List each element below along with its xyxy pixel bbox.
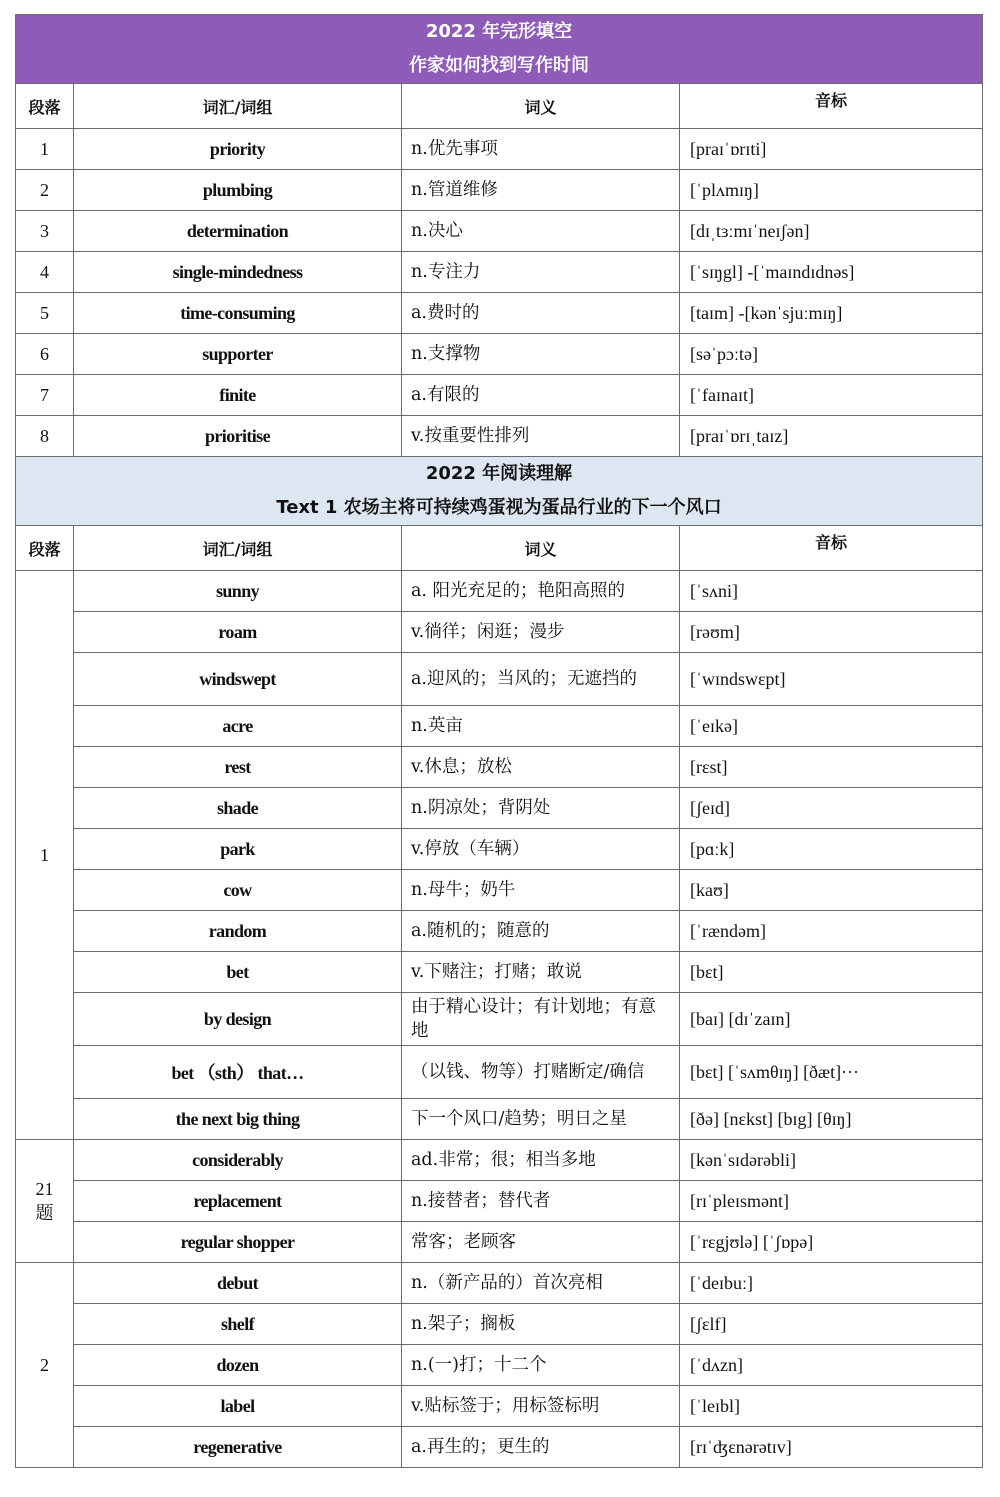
vocab-word: considerably xyxy=(74,1140,402,1181)
vocab-meaning: n.英亩 xyxy=(402,706,680,747)
table-row xyxy=(16,211,983,252)
paragraph-number: 8 xyxy=(16,416,74,457)
vocab-phonetic: [taɪm] -[kənˈsjuːmɪŋ] xyxy=(680,293,983,334)
paragraph-number: 2 xyxy=(16,1263,74,1468)
table-row xyxy=(16,375,983,416)
vocab-meaning: a.随机的；随意的 xyxy=(402,911,680,952)
vocab-phonetic: [rɛst] xyxy=(680,747,983,788)
vocab-meaning: n.接替者；替代者 xyxy=(402,1181,680,1222)
table-row xyxy=(16,334,983,375)
section1-banner xyxy=(16,15,983,84)
vocab-phonetic: [rɪˈʤɛnərətɪv] xyxy=(680,1427,983,1468)
table-row xyxy=(16,1046,983,1099)
vocab-word: debut xyxy=(74,1263,402,1304)
vocab-phonetic: [kənˈsɪdərəbli] xyxy=(680,1140,983,1181)
table-row xyxy=(16,788,983,829)
section2-banner-cell xyxy=(16,457,983,526)
vocab-meaning: （以钱、物等）打赌断定/确信 xyxy=(402,1046,680,1099)
table-row xyxy=(16,1181,983,1222)
table-row xyxy=(16,252,983,293)
vocab-word: cow xyxy=(74,870,402,911)
vocab-meaning: n.专注力 xyxy=(402,252,680,293)
vocab-word: by design xyxy=(74,993,402,1046)
vocab-meaning: v.贴标签于；用标签标明 xyxy=(402,1386,680,1427)
vocab-meaning: n.(一)打；十二个 xyxy=(402,1345,680,1386)
vocabulary-document xyxy=(15,14,982,1468)
vocab-phonetic: [ˈplʌmɪŋ] xyxy=(680,170,983,211)
vocab-meaning: n.支撑物 xyxy=(402,334,680,375)
vocab-word: shade xyxy=(74,788,402,829)
vocab-meaning: n.优先事项 xyxy=(402,129,680,170)
vocab-phonetic: [praɪˈɒrɪˌtaɪz] xyxy=(680,416,983,457)
table-row xyxy=(16,571,983,612)
vocab-phonetic: [ˈfaɪnaɪt] xyxy=(680,375,983,416)
vocab-meaning: a.费时的 xyxy=(402,293,680,334)
section1-title: 2022 年完形填空 xyxy=(425,21,573,42)
table-row xyxy=(16,747,983,788)
vocab-meaning: n.母牛；奶牛 xyxy=(402,870,680,911)
vocab-word: determination xyxy=(74,211,402,252)
vocab-meaning: n.阴凉处；背阴处 xyxy=(402,788,680,829)
section2-subtitle: Text 1 农场主将可持续鸡蛋视为蛋品行业的下一个风口 xyxy=(276,497,722,518)
vocab-meaning: 由于精心设计；有计划地；有意地 xyxy=(402,993,680,1046)
vocab-phonetic: [ˈwɪndswɛpt] xyxy=(680,653,983,706)
paragraph-number: 1 xyxy=(16,571,74,1140)
paragraph-number: 4 xyxy=(16,252,74,293)
vocab-meaning: n.（新产品的）首次亮相 xyxy=(402,1263,680,1304)
vocab-word: plumbing xyxy=(74,170,402,211)
vocab-word: shelf xyxy=(74,1304,402,1345)
vocab-word: bet （sth） that… xyxy=(74,1046,402,1099)
vocab-word: roam xyxy=(74,612,402,653)
vocab-meaning: a.再生的；更生的 xyxy=(402,1427,680,1468)
table-row xyxy=(16,170,983,211)
vocab-phonetic: [ðə] [nɛkst] [bɪg] [θɪŋ] xyxy=(680,1099,983,1140)
table-row xyxy=(16,653,983,706)
table-row xyxy=(16,993,983,1046)
paragraph-number: 21 题 xyxy=(16,1140,74,1263)
vocab-phonetic: [pɑːk] xyxy=(680,829,983,870)
vocab-phonetic: [ˈsɪŋgl] -[ˈmaɪndɪdnəs] xyxy=(680,252,983,293)
paragraph-number: 3 xyxy=(16,211,74,252)
section2-title: 2022 年阅读理解 xyxy=(425,463,573,484)
vocab-word: the next big thing xyxy=(74,1099,402,1140)
header-meaning: 词义 xyxy=(402,526,680,571)
section2-header-row xyxy=(16,526,983,571)
vocab-meaning: a.迎风的；当风的；无遮挡的 xyxy=(402,653,680,706)
vocab-word: finite xyxy=(74,375,402,416)
vocabulary-table-body xyxy=(16,15,983,1468)
vocab-phonetic: [bɛt] [ˈsʌmθɪŋ] [ðæt]··· xyxy=(680,1046,983,1099)
header-word: 词汇/词组 xyxy=(74,526,402,571)
paragraph-number: 5 xyxy=(16,293,74,334)
paragraph-number: 2 xyxy=(16,170,74,211)
vocab-phonetic: [dɪˌtɜːmɪˈneɪʃən] xyxy=(680,211,983,252)
vocab-meaning: v.休息；放松 xyxy=(402,747,680,788)
vocab-meaning: v.下赌注；打赌；敢说 xyxy=(402,952,680,993)
table-row xyxy=(16,293,983,334)
section1-banner-cell xyxy=(16,15,983,84)
vocab-word: time-consuming xyxy=(74,293,402,334)
vocab-meaning: 下一个风口/趋势；明日之星 xyxy=(402,1099,680,1140)
vocab-word: windswept xyxy=(74,653,402,706)
header-paragraph: 段落 xyxy=(16,84,74,129)
table-row xyxy=(16,829,983,870)
header-meaning: 词义 xyxy=(402,84,680,129)
section1-subtitle: 作家如何找到写作时间 xyxy=(409,55,589,76)
vocab-phonetic: [baɪ] [dɪˈzaɪn] xyxy=(680,993,983,1046)
table-row xyxy=(16,1099,983,1140)
table-row xyxy=(16,1427,983,1468)
vocab-word: regenerative xyxy=(74,1427,402,1468)
header-paragraph: 段落 xyxy=(16,526,74,571)
vocab-phonetic: [ˈdʌzn] xyxy=(680,1345,983,1386)
header-phonetic: 音标 xyxy=(680,526,983,571)
table-row xyxy=(16,1222,983,1263)
vocab-meaning: n.架子；搁板 xyxy=(402,1304,680,1345)
header-phonetic: 音标 xyxy=(680,84,983,129)
vocab-word: bet xyxy=(74,952,402,993)
vocab-word: park xyxy=(74,829,402,870)
vocab-word: label xyxy=(74,1386,402,1427)
vocab-meaning: v.按重要性排列 xyxy=(402,416,680,457)
vocab-word: dozen xyxy=(74,1345,402,1386)
vocab-phonetic: [ʃeɪd] xyxy=(680,788,983,829)
vocab-meaning: a. 阳光充足的；艳阳高照的 xyxy=(402,571,680,612)
table-row xyxy=(16,1386,983,1427)
table-row xyxy=(16,1345,983,1386)
vocab-phonetic: [praɪˈɒrɪti] xyxy=(680,129,983,170)
section1-header-row xyxy=(16,84,983,129)
vocab-meaning: 常客；老顾客 xyxy=(402,1222,680,1263)
vocab-phonetic: [bɛt] xyxy=(680,952,983,993)
table-row xyxy=(16,911,983,952)
vocab-word: prioritise xyxy=(74,416,402,457)
vocab-word: single-mindedness xyxy=(74,252,402,293)
vocab-word: rest xyxy=(74,747,402,788)
vocab-word: replacement xyxy=(74,1181,402,1222)
vocab-phonetic: [səˈpɔːtə] xyxy=(680,334,983,375)
vocab-phonetic: [ˈrɛgjʊlə] [ˈʃɒpə] xyxy=(680,1222,983,1263)
paragraph-number: 1 xyxy=(16,129,74,170)
vocab-phonetic: [ˈrændəm] xyxy=(680,911,983,952)
table-row xyxy=(16,1140,983,1181)
vocab-meaning: n.决心 xyxy=(402,211,680,252)
vocabulary-table xyxy=(15,14,983,1468)
table-row xyxy=(16,870,983,911)
vocab-phonetic: [ˈleɪbl] xyxy=(680,1386,983,1427)
vocab-phonetic: [ˈsʌni] xyxy=(680,571,983,612)
table-row xyxy=(16,1263,983,1304)
table-row xyxy=(16,952,983,993)
vocab-word: sunny xyxy=(74,571,402,612)
vocab-meaning: v.停放（车辆） xyxy=(402,829,680,870)
vocab-word: supporter xyxy=(74,334,402,375)
vocab-phonetic: [rɪˈpleɪsmənt] xyxy=(680,1181,983,1222)
table-row xyxy=(16,1304,983,1345)
vocab-phonetic: [rəʊm] xyxy=(680,612,983,653)
paragraph-number: 6 xyxy=(16,334,74,375)
vocab-meaning: v.徜徉；闲逛；漫步 xyxy=(402,612,680,653)
section2-banner xyxy=(16,457,983,526)
table-row xyxy=(16,129,983,170)
vocab-meaning: n.管道维修 xyxy=(402,170,680,211)
vocab-word: priority xyxy=(74,129,402,170)
table-row xyxy=(16,612,983,653)
vocab-word: regular shopper xyxy=(74,1222,402,1263)
paragraph-number: 7 xyxy=(16,375,74,416)
vocab-phonetic: [ˈdeɪbuː] xyxy=(680,1263,983,1304)
table-row xyxy=(16,706,983,747)
vocab-word: random xyxy=(74,911,402,952)
vocab-meaning: ad.非常；很；相当多地 xyxy=(402,1140,680,1181)
table-row xyxy=(16,416,983,457)
vocab-phonetic: [kaʊ] xyxy=(680,870,983,911)
header-word: 词汇/词组 xyxy=(74,84,402,129)
vocab-meaning: a.有限的 xyxy=(402,375,680,416)
vocab-phonetic: [ʃɛlf] xyxy=(680,1304,983,1345)
vocab-phonetic: [ˈeɪkə] xyxy=(680,706,983,747)
vocab-word: acre xyxy=(74,706,402,747)
